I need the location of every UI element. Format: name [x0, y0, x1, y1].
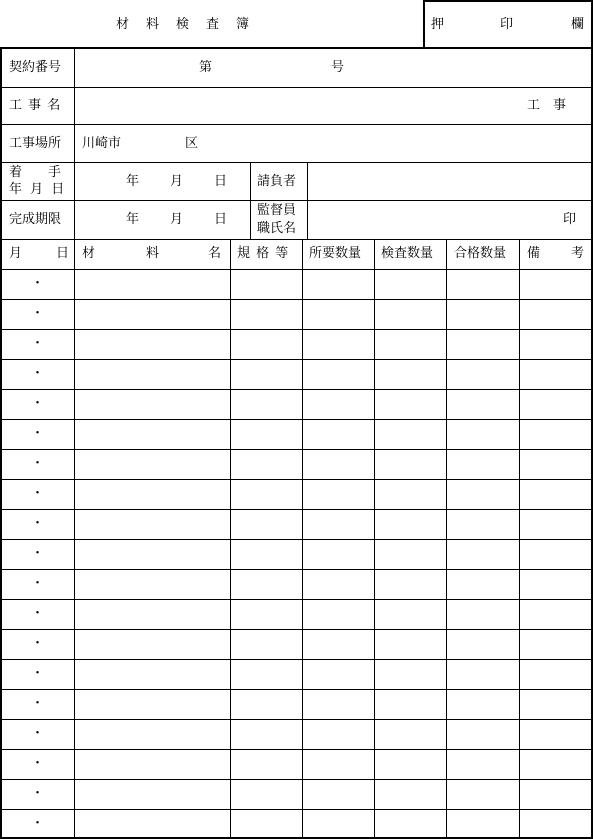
col-remarks-1: 備 — [527, 246, 541, 261]
divider — [250, 162, 251, 239]
col-month: 月 — [9, 246, 23, 261]
deadline-year: 年 — [126, 212, 140, 227]
start-label-top: 着 手 — [9, 165, 62, 180]
row-date-marker: ・ — [31, 696, 45, 711]
row-date-marker: ・ — [31, 666, 45, 681]
work-name-suffix: 工 事 — [527, 98, 567, 113]
contract-no-go: 号 — [331, 60, 345, 75]
stamp-label-3: 欄 — [571, 17, 585, 32]
start-year: 年 — [126, 174, 140, 189]
col-required-qty: 所要数量 — [309, 246, 362, 261]
row-date-marker: ・ — [31, 786, 45, 801]
contractor-label: 請負者 — [257, 174, 297, 189]
supervisor-seal: 印 — [563, 212, 577, 227]
col-passed-qty: 合格数量 — [454, 246, 507, 261]
divider — [446, 239, 447, 839]
row-date-marker: ・ — [31, 576, 45, 591]
start-day: 日 — [214, 174, 228, 189]
divider — [0, 124, 593, 125]
row-date-marker: ・ — [31, 516, 45, 531]
divider — [519, 239, 520, 839]
divider — [0, 239, 593, 240]
row-date-marker: ・ — [31, 396, 45, 411]
start-month: 月 — [170, 174, 184, 189]
work-place-ward: 区 — [185, 136, 199, 151]
row-date-marker: ・ — [31, 636, 45, 651]
divider — [307, 162, 308, 239]
deadline-month: 月 — [170, 212, 184, 227]
divider — [374, 239, 375, 839]
divider — [0, 162, 593, 163]
page-title: 材 料 検 査 簿 — [116, 17, 252, 32]
row-date-marker: ・ — [31, 336, 45, 351]
supervisor-label-top: 監督員 — [257, 203, 297, 218]
contract-no-label: 契約番号 — [9, 60, 62, 75]
deadline-label: 完成期限 — [9, 212, 62, 227]
work-place-label: 工事場所 — [9, 136, 62, 151]
row-date-marker: ・ — [31, 816, 45, 831]
col-day: 日 — [56, 246, 70, 261]
contract-no-dai: 第 — [199, 60, 213, 75]
col-material-2: 料 — [146, 246, 160, 261]
divider — [230, 239, 231, 839]
stamp-label-2: 印 — [500, 17, 514, 32]
col-material-3: 名 — [208, 246, 222, 261]
row-date-marker: ・ — [31, 486, 45, 501]
col-material-1: 材 — [82, 246, 96, 261]
divider — [0, 87, 593, 88]
row-date-marker: ・ — [31, 456, 45, 471]
row-date-marker: ・ — [31, 366, 45, 381]
row-date-marker: ・ — [31, 726, 45, 741]
work-name-label: 工 事 名 — [9, 98, 62, 113]
start-label-bottom: 年 月 日 — [9, 182, 67, 197]
divider — [74, 47, 75, 839]
divider — [302, 239, 303, 839]
col-spec: 規 格 等 — [237, 246, 290, 261]
row-date-marker: ・ — [31, 606, 45, 621]
col-inspected-qty: 検査数量 — [381, 246, 434, 261]
row-date-marker: ・ — [31, 426, 45, 441]
col-remarks-2: 考 — [571, 246, 585, 261]
row-date-marker: ・ — [31, 276, 45, 291]
row-date-marker: ・ — [31, 756, 45, 771]
row-date-marker: ・ — [31, 546, 45, 561]
work-place-city: 川崎市 — [82, 136, 122, 151]
divider — [0, 200, 593, 201]
row-date-marker: ・ — [31, 306, 45, 321]
stamp-label-1: 押 — [431, 17, 445, 32]
form-frame — [0, 47, 593, 839]
supervisor-label-bottom: 職氏名 — [257, 221, 297, 236]
deadline-day: 日 — [214, 212, 228, 227]
